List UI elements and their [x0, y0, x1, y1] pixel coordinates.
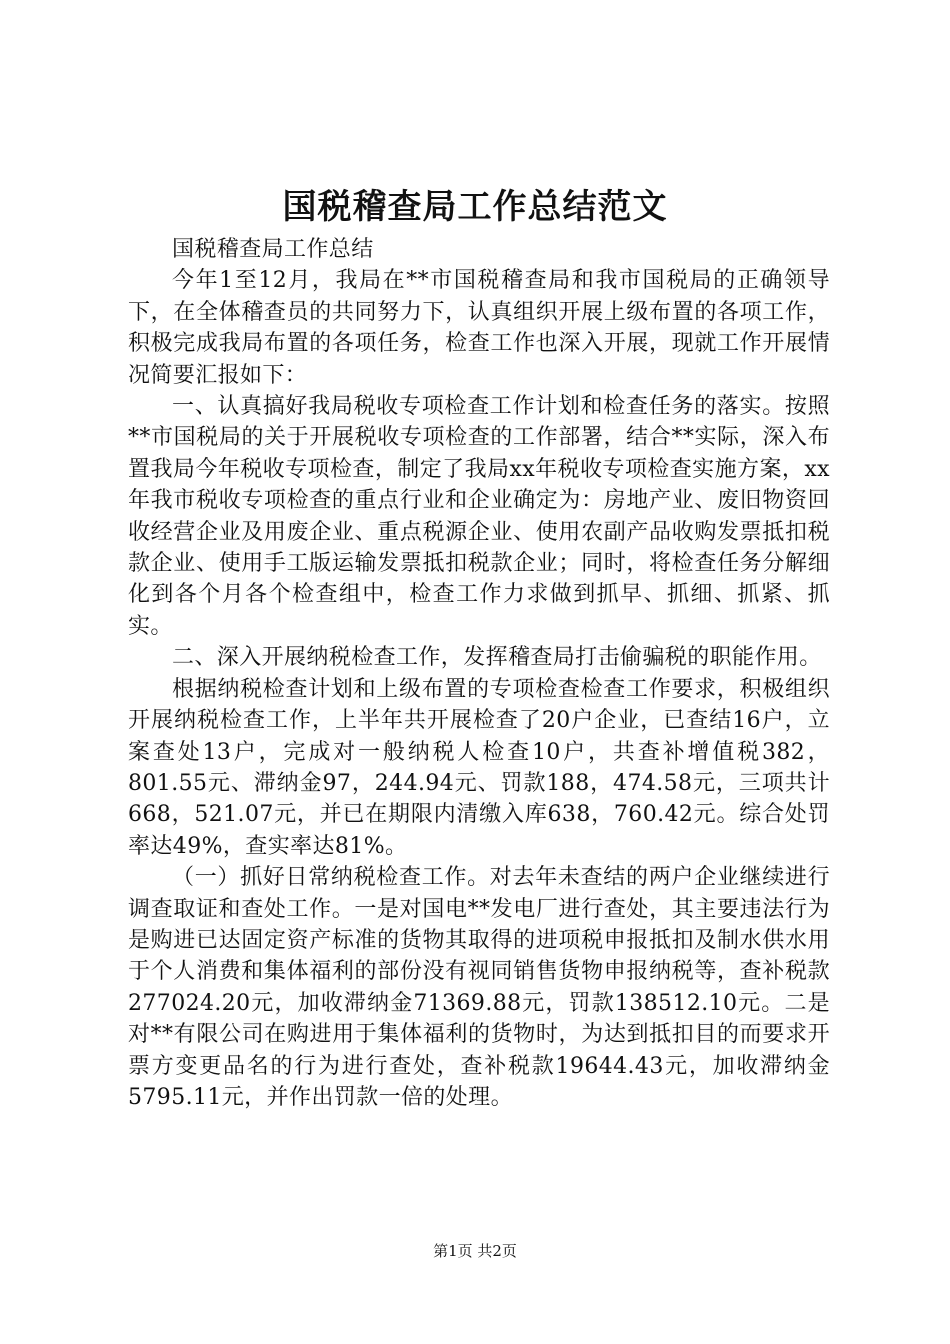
paragraph-subtitle: 国税稽查局工作总结 — [172, 237, 374, 262]
paragraph-subsection-one: （一）抓好日常纳税检查工作。对去年未查结的两户企业继续进行调查取证和查处工作。一是对国电**发电厂进行查处，其主要违法行为是购进已达固定资产标准的货物其取得的进项税申报抵扣及制水供水用于个人消费和集体福利的部份没有视同销售货物申报纳税等，查补税款277024.20元，加收滞纳金71369.88元，罚款138512.10元。二是对**有限公司在购进用于集体福利的货物时，为达到抵扣目的而要求开票方变更品名的行为进行查处，查补税款19644.43元，加收滞纳金5795.11元，并作出罚款一倍的处理。 — [128, 865, 830, 1110]
page-number-footer: 第1页 共2页 — [433, 1242, 517, 1260]
paragraph-section-two-heading: 二、深入开展纳税检查工作，发挥稽查局打击偷骗税的职能作用。 — [172, 645, 822, 671]
document-title: 国税稽查局工作总结范文 — [282, 187, 668, 227]
paragraph-section-one: 一、认真搞好我局税收专项检查工作计划和检查任务的落实。按照**市国税局的关于开展税收专项检查的工作部署，结合**实际，深入布置我局今年税收专项检查，制定了我局xx年税收专项检查实施方案，xx年我市税收专项检查的重点行业和企业确定为：房地产业、废旧物资回收经营企业及用废企业、重点税源企业、使用农副产品收购发票抵扣税款企业、使用手工版运输发票抵扣税款企业；同时，将检查任务分解细化到各个月各个检查组中，检查工作力求做到抓早、抓细、抓紧、抓实。 — [128, 394, 830, 639]
paragraph-section-two-body: 根据纳税检查计划和上级布置的专项检查检查工作要求，积极组织开展纳税检查工作，上半年共开展检查了20户企业，已查结16户，立案查处13户，完成对一般纳税人检查10户，共查补增值税382，801.55元、滞纳金97，244.94元、罚款188，474.58元，三项共计668，521.07元，并已在期限内清缴入库638，760.42元。综合处罚率达49%，查实率达81%。 — [128, 676, 830, 859]
document-body — [128, 234, 830, 1113]
paragraph-intro: 今年1至12月，我局在**市国税稽查局和我市国税局的正确领导下，在全体稽查员的共同努力下，认真组织开展上级布置的各项工作，积极完成我局布置的各项任务，检查工作也深入开展，现就工作开展情况简要汇报如下： — [128, 268, 830, 388]
